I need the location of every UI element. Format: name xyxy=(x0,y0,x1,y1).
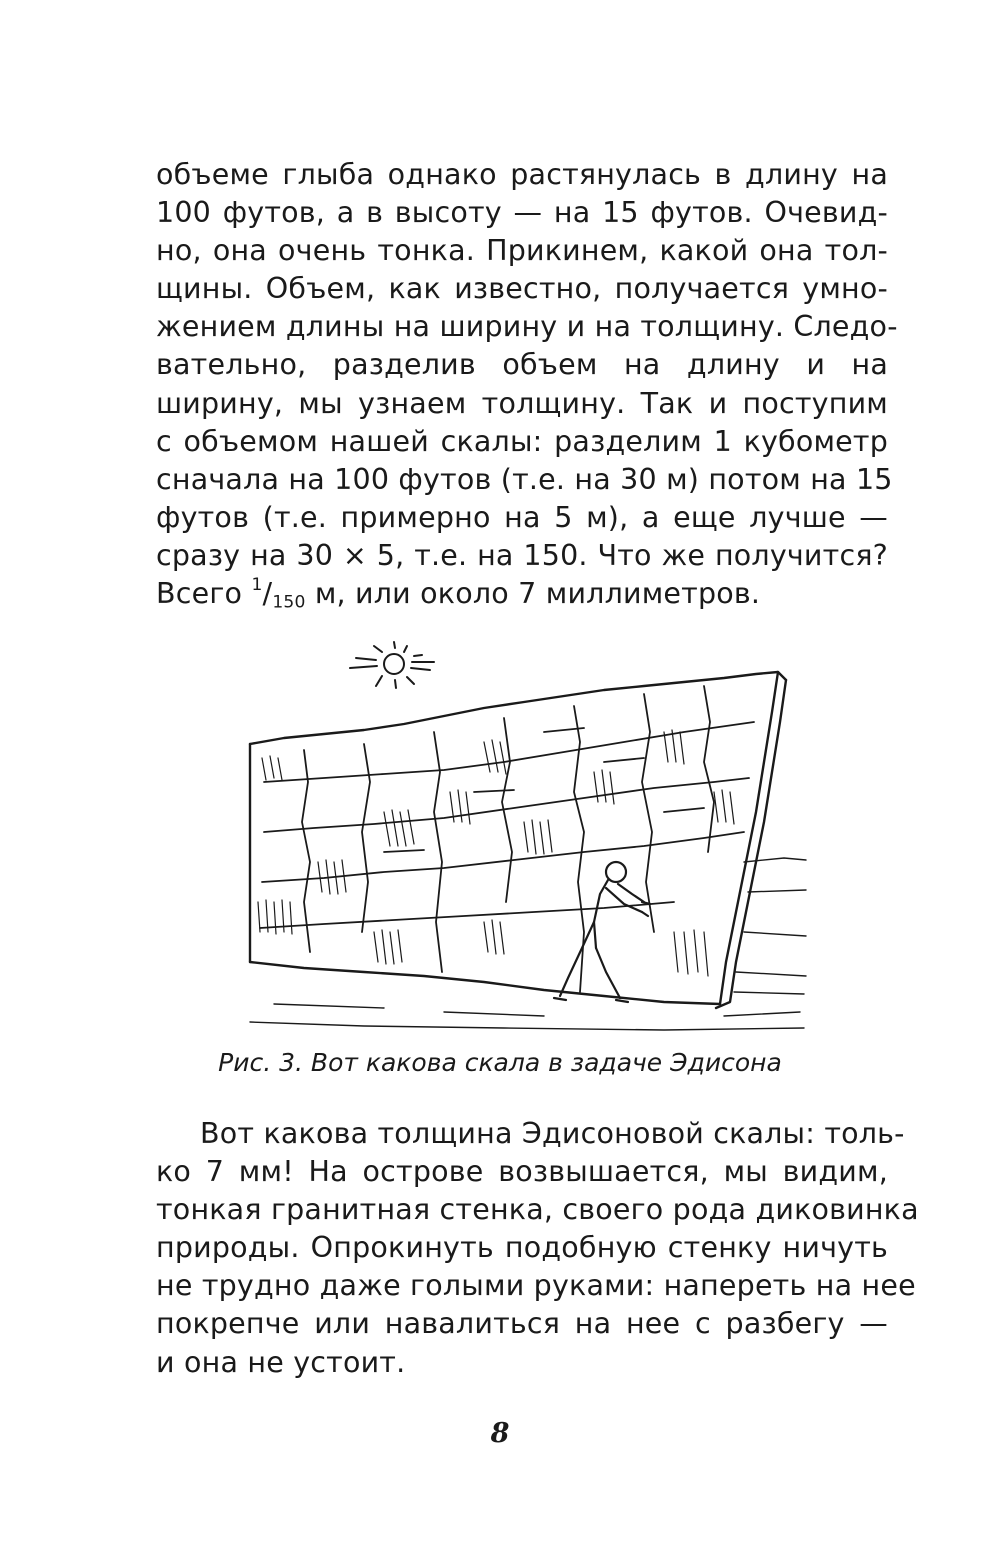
text-line: с объемом нашей скалы: разделим 1 кубометр xyxy=(156,424,888,458)
text-line: щины. Объем, как известно, получается умно- xyxy=(156,272,888,306)
fraction-suffix: м, или около 7 миллиметров. xyxy=(305,577,761,611)
sun-icon xyxy=(350,642,434,688)
text-line: жением длины на ширину и на толщину. Следо- xyxy=(156,310,898,344)
figure-caption: Рис. 3. Вот какова скала в задаче Эдисона xyxy=(218,1048,782,1077)
text-line: 100 футов, а в высоту — на 15 футов. Очевид- xyxy=(156,196,888,230)
text-line: не трудно даже голыми руками: напереть на нее xyxy=(156,1269,916,1303)
text-line: покрепче или навалиться на нее с разбегу — xyxy=(156,1307,888,1341)
text-line: и она не устоит. xyxy=(156,1345,406,1379)
text-line: ко 7 мм! На острове возвышается, мы видим, xyxy=(156,1155,888,1189)
text-line: сразу на 30 × 5, т.е. на 150. Что же получится? xyxy=(156,538,888,572)
text-line: тонкая гранитная стенка, своего рода диковинка xyxy=(156,1193,919,1227)
fraction-prefix: Всего xyxy=(156,577,252,611)
fraction-slash: / xyxy=(262,577,273,611)
rock-slab xyxy=(250,672,786,1008)
text-line: но, она очень тонка. Прикинем, какой она тол- xyxy=(156,234,888,268)
paragraph-2 xyxy=(156,1115,919,1382)
text-line: ширину, мы узнаем толщину. Так и поступим xyxy=(156,386,888,420)
rock-wall-illustration xyxy=(244,632,810,1040)
fraction-numerator: 1 xyxy=(251,575,263,596)
paragraph-1 xyxy=(156,156,898,613)
text-line: футов (т.е. примерно на 5 м), а еще лучше — xyxy=(156,500,888,534)
fraction-denominator: 150 xyxy=(272,592,306,613)
text-line: сначала на 100 футов (т.е. на 30 м) потом на 15 xyxy=(156,462,893,496)
person-figure xyxy=(554,862,650,1002)
text-line: природы. Опрокинуть подобную стенку ничуть xyxy=(156,1231,888,1265)
page-number: 8 xyxy=(490,1418,510,1449)
text-line: вательно, разделив объем на длину и на xyxy=(156,348,888,382)
rock-hatching xyxy=(258,730,734,976)
text-line: Вот какова толщина Эдисоновой скалы: толь- xyxy=(200,1117,905,1150)
text-line-fraction xyxy=(156,575,888,613)
text-line: объеме глыба однако растянулась в длину на xyxy=(156,158,888,191)
